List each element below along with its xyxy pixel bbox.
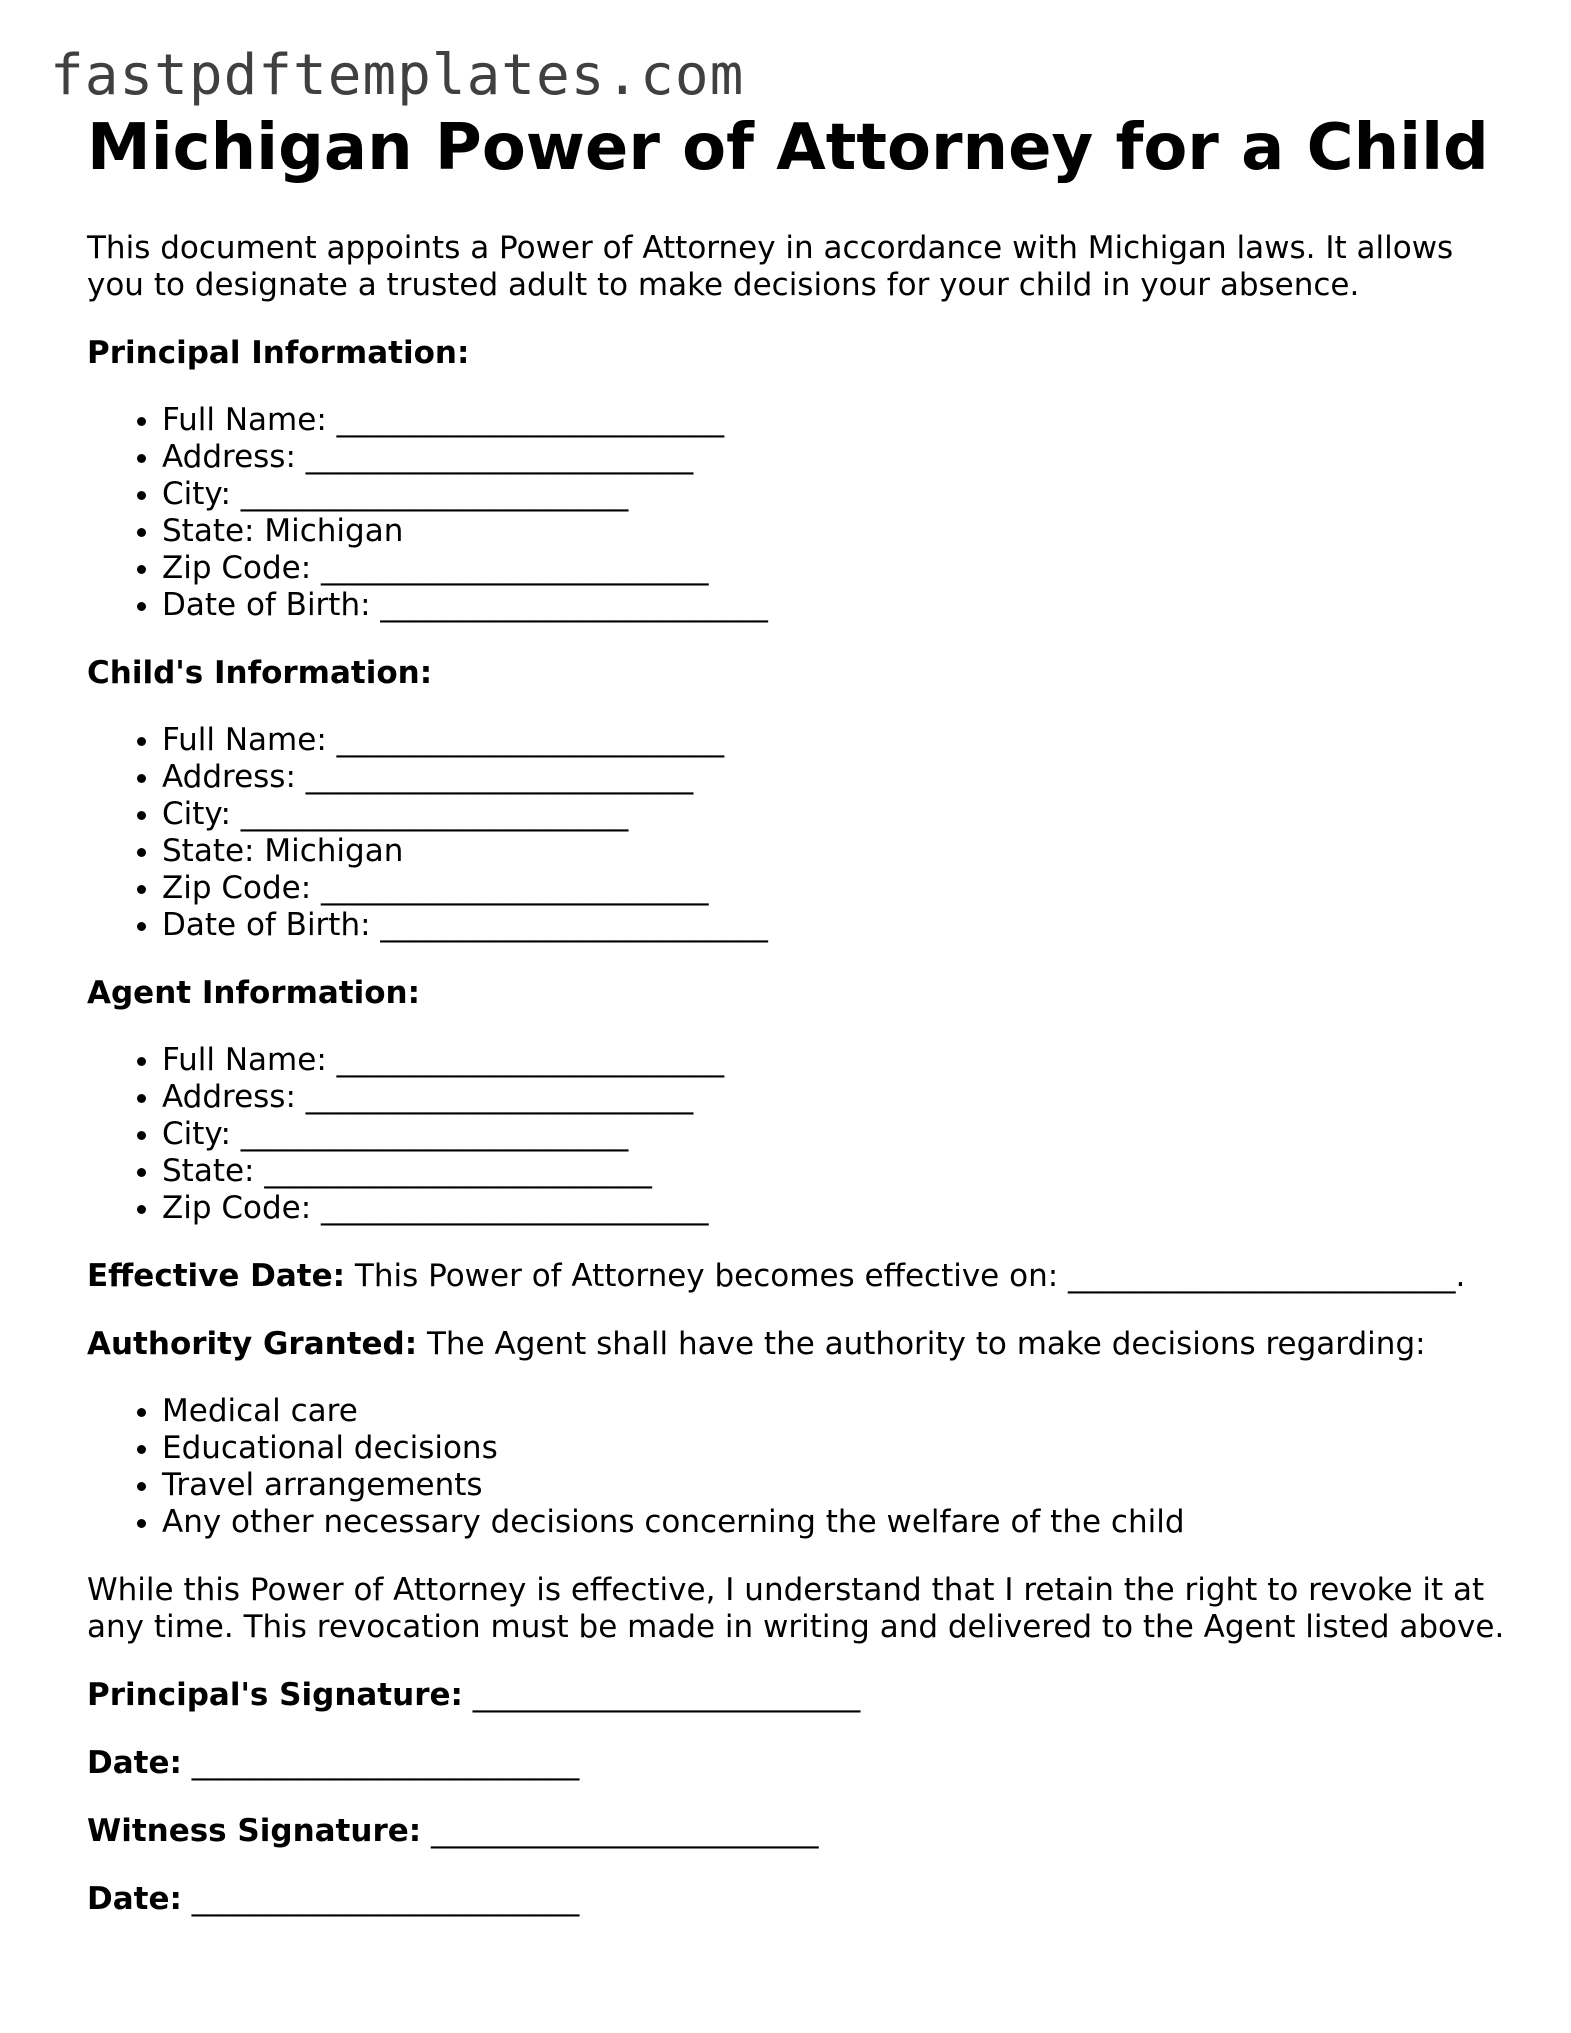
witness-signature-line: [87, 1813, 1507, 1850]
principal-heading: Principal Information:: [87, 335, 470, 371]
watermark: fastpdftemplates.com: [50, 43, 745, 108]
witness-date-label: Date:: [87, 1881, 182, 1917]
witness-signature-blank: _________________________: [421, 1813, 819, 1849]
agent-zip: • Zip Code: _________________________: [162, 1190, 1507, 1227]
agent-full-name: • Full Name: _________________________: [162, 1042, 1507, 1079]
page-title: Michigan Power of Attorney for a Child: [87, 111, 1489, 185]
child-state: • State: Michigan: [162, 833, 1507, 870]
principal-address: • Address: _________________________: [162, 439, 1507, 476]
document: [87, 108, 1507, 1918]
principal-date-line: [87, 1745, 1507, 1782]
authority-label: Authority Granted:: [87, 1326, 418, 1362]
principal-signature-blank: _________________________: [462, 1677, 861, 1713]
authority-item: • Medical care: [162, 1393, 1507, 1430]
principal-city: • City: _________________________: [162, 476, 1507, 513]
principal-list: [87, 402, 1507, 624]
principal-zip: • Zip Code: _________________________: [162, 550, 1507, 587]
principal-signature-line: [87, 1677, 1507, 1714]
child-address: • Address: _________________________: [162, 759, 1507, 796]
witness-date-line: [87, 1881, 1507, 1918]
authority-item: • Any other necessary decisions concerning the welfare of the child: [162, 1504, 1507, 1541]
authority-paragraph: [87, 1326, 1507, 1363]
child-list: [87, 722, 1507, 944]
effective-date-text: This Power of Attorney becomes effective on: _________________________.: [345, 1258, 1466, 1294]
principal-dob: • Date of Birth: _________________________: [162, 587, 1507, 624]
authority-item: • Travel arrangements: [162, 1467, 1507, 1504]
agent-city: • City: _________________________: [162, 1116, 1507, 1153]
child-dob: • Date of Birth: _________________________: [162, 907, 1507, 944]
witness-signature-label: Witness Signature:: [87, 1813, 422, 1849]
witness-date-blank: _________________________: [181, 1881, 580, 1917]
principal-full-name: • Full Name: _________________________: [162, 402, 1507, 439]
authority-item: • Educational decisions: [162, 1430, 1507, 1467]
agent-state: • State: _________________________: [162, 1153, 1507, 1190]
agent-address: • Address: _________________________: [162, 1079, 1507, 1116]
authority-list: [87, 1393, 1507, 1541]
principal-date-blank: _________________________: [181, 1745, 580, 1781]
authority-text: The Agent shall have the authority to make decisions regarding:: [417, 1326, 1426, 1362]
effective-date-label: Effective Date:: [87, 1258, 346, 1294]
child-city: • City: _________________________: [162, 796, 1507, 833]
child-full-name: • Full Name: _________________________: [162, 722, 1507, 759]
revocation-paragraph: While this Power of Attorney is effective, I understand that I retain the right to revoke it at any time. This revocation must be made in writing and delivered to the Agent listed above.: [87, 1572, 1505, 1645]
principal-signature-label: Principal's Signature:: [87, 1677, 463, 1713]
intro-paragraph: This document appoints a Power of Attorney in accordance with Michigan laws. It allows you to designate a trusted adult to make decisions for your child in your absence.: [87, 230, 1454, 303]
principal-state: • State: Michigan: [162, 513, 1507, 550]
agent-heading: Agent Information:: [87, 975, 420, 1011]
child-zip: • Zip Code: _________________________: [162, 870, 1507, 907]
effective-date-paragraph: [87, 1258, 1507, 1295]
principal-date-label: Date:: [87, 1745, 182, 1781]
agent-list: [87, 1042, 1507, 1227]
child-heading: Child's Information:: [87, 655, 433, 691]
